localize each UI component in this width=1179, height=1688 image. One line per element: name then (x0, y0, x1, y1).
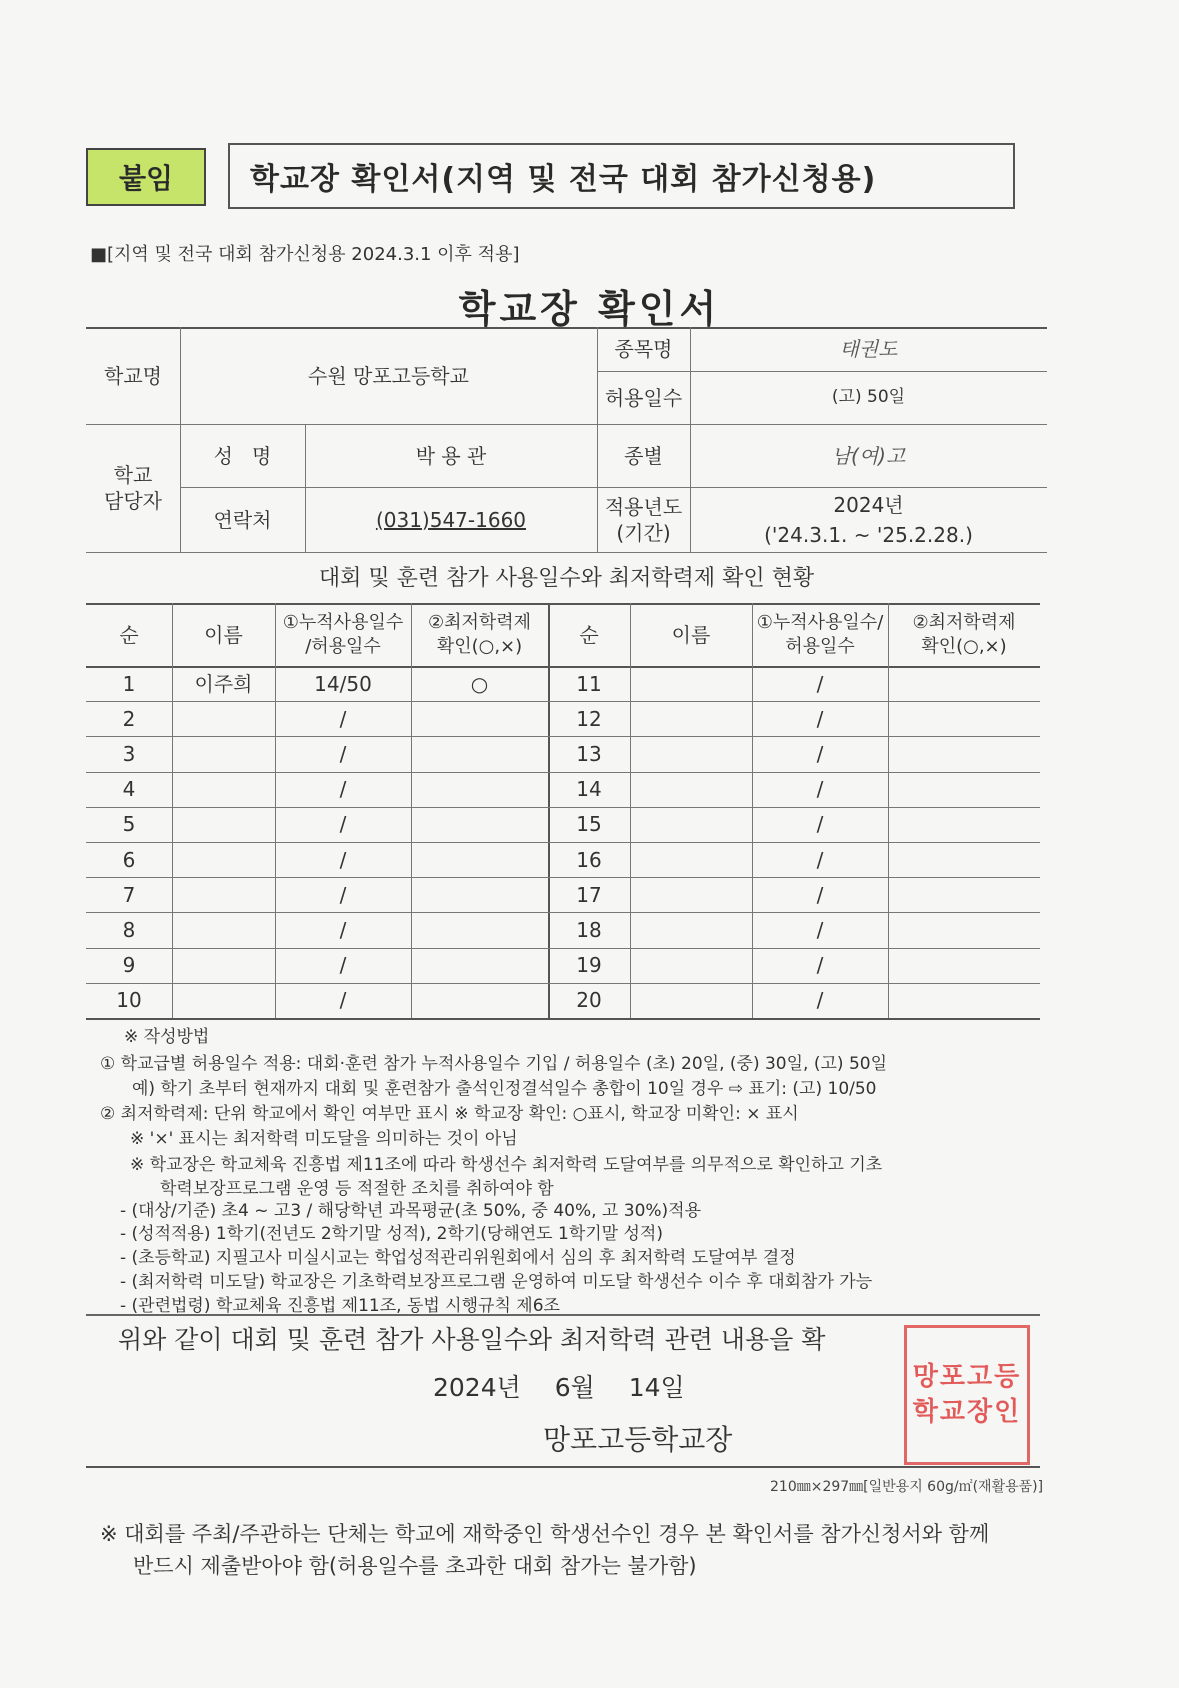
right-student-name (630, 666, 752, 701)
header-name-left: 이름 (204, 622, 243, 647)
left-student-name (172, 772, 275, 807)
left-min-achievement-check (411, 772, 548, 807)
manager-label: 학교 담당자 (104, 463, 162, 513)
left-row-number: 10 (116, 988, 142, 1013)
seal-line-2: 학교장인 (912, 1397, 1022, 1427)
header-min-left: ②최저학력제 확인(○,×) (427, 612, 532, 657)
right-row-number: 13 (576, 741, 602, 766)
right-student-name (630, 736, 752, 771)
note-1: ① 학교급별 허용일수 적용: 대회·훈련 참가 누적사용일수 기입 / 허용일수 (초) 20일, (중) 30일, (고) 50일 (100, 1054, 888, 1074)
left-min-achievement-check (411, 842, 548, 877)
right-days-used: / (816, 777, 824, 802)
school-name-label: 학교명 (104, 363, 162, 388)
left-row-number: 6 (122, 847, 136, 872)
right-min-achievement-check (888, 912, 1040, 947)
left-min-achievement-check (411, 807, 548, 842)
right-days-used: / (816, 988, 824, 1013)
note-2-principal-duty: ※ 학교장은 학교체육 진흥법 제11조에 따라 학생선수 최저학력 도달여부를 의무적으로 확인하고 기초 (130, 1155, 883, 1175)
right-days-used: / (816, 882, 824, 907)
left-student-name (172, 877, 275, 912)
subtitle: ■[지역 및 전국 대회 참가신청용 2024.3.1 이후 적용] (90, 244, 520, 265)
right-days-used: / (816, 917, 824, 942)
note-2-program: 학력보장프로그램 운영 등 적절한 조치를 취하여야 함 (160, 1179, 554, 1199)
note-law: - (관련법령) 학교체육 진흥법 제11조, 동법 시행규칙 제6조 (120, 1296, 560, 1316)
left-min-achievement-check (411, 948, 548, 983)
left-row-number: 8 (122, 917, 136, 942)
left-days-used: / (339, 847, 347, 872)
left-days-used: / (339, 706, 347, 731)
right-days-used: / (816, 671, 824, 696)
left-row-number: 7 (122, 882, 136, 907)
left-student-name (172, 983, 275, 1018)
right-student-name (630, 842, 752, 877)
paper-spec: 210㎜×297㎜[일반용지 60g/㎡(재활용품)] (770, 1479, 1044, 1495)
header-days-right: ①누적사용일수/ 허용일수 (756, 612, 884, 657)
right-min-achievement-check (888, 807, 1040, 842)
left-student-name (172, 912, 275, 947)
footer-note-line-2: 반드시 제출받아야 함(허용일수를 초과한 대회 참가는 불가함) (133, 1554, 697, 1578)
header-title-box: 학교장 확인서(지역 및 전국 대회 참가신청용) (228, 143, 1015, 209)
right-row-number: 11 (576, 671, 602, 696)
note-elementary: - (초등학교) 지필고사 미실시교는 학업성적관리위원회에서 심의 후 최저학력 도달여부 결정 (120, 1248, 796, 1268)
right-student-name (630, 772, 752, 807)
right-student-name (630, 983, 752, 1018)
section-title: 대회 및 훈련 참가 사용일수와 최저학력제 확인 현황 (318, 565, 815, 591)
left-days-used: / (339, 953, 347, 978)
contact-label: 연락처 (213, 507, 272, 532)
footer-note-line-1: ※ 대회를 주최/주관하는 단체는 학교에 재학중인 학생선수인 경우 본 확인서를 참가신청서와 함께 (100, 1522, 990, 1546)
right-days-used: / (816, 812, 824, 837)
left-days-used: 14/50 (314, 671, 372, 696)
left-student-name (172, 948, 275, 983)
right-student-name (630, 877, 752, 912)
header-name-right: 이름 (671, 622, 711, 647)
note-2: ② 최저학력제: 단위 학교에서 확인 여부만 표시 ※ 학교장 확인: ○표시, 학교장 미확인: × 표시 (100, 1104, 799, 1124)
manager-name-value: 박 용 관 (415, 443, 487, 468)
note-target-criteria: - (대상/기준) 초4 ~ 고3 / 해당학년 과목평균(초 50%, 중 40%, 고 30%)적용 (120, 1201, 702, 1221)
note-title: ※ 작성방법 (124, 1027, 210, 1047)
left-student-name (172, 842, 275, 877)
right-min-achievement-check (888, 983, 1040, 1018)
year-value: 2024년 (833, 493, 904, 517)
left-days-used: / (339, 812, 347, 837)
declaration-text: 위와 같이 대회 및 훈련 참가 사용일수와 최저학력 관련 내용을 확 (118, 1325, 826, 1354)
sport-value: 태권도 (839, 337, 898, 361)
issue-date: 2024년 6월 14일 (433, 1373, 685, 1402)
gender-value: 남(여)고 (831, 443, 906, 468)
right-student-name (630, 912, 752, 947)
attachment-tag: 붙임 (86, 148, 206, 206)
right-row-number: 12 (576, 706, 602, 731)
header-no-left: 순 (119, 622, 139, 647)
right-min-achievement-check (888, 736, 1040, 771)
note-1-example: 예) 학기 초부터 현재까지 대회 및 훈련참가 출석인정결석일수 총합이 10일 경우 ⇨ 표기: (고) 10/50 (132, 1079, 877, 1099)
note-grade-application: - (성적적용) 1학기(전년도 2학기말 성적), 2학기(당해연도 1학기말 성적) (120, 1224, 663, 1244)
left-row-number: 2 (122, 706, 136, 731)
left-row-number: 1 (122, 671, 136, 696)
right-min-achievement-check (888, 772, 1040, 807)
left-days-used: / (339, 741, 347, 766)
header-days-left: ①누적사용일수 /허용일수 (282, 612, 404, 657)
left-student-name: 이주희 (194, 671, 253, 696)
left-row-number: 5 (122, 812, 136, 837)
header-no-right: 순 (579, 622, 599, 647)
left-days-used: / (339, 917, 347, 942)
left-min-achievement-check (411, 983, 548, 1018)
left-student-name (172, 807, 275, 842)
period-value: ('24.3.1. ~ '25.2.28.) (764, 523, 973, 547)
left-min-achievement-check (411, 701, 548, 736)
left-days-used: / (339, 882, 347, 907)
allowed-days-value: (고) 50일 (831, 387, 906, 408)
right-min-achievement-check (888, 948, 1040, 983)
header-min-right: ②최저학력제 확인(○,×) (912, 612, 1016, 657)
right-row-number: 20 (576, 988, 602, 1013)
right-student-name (630, 807, 752, 842)
right-days-used: / (816, 741, 824, 766)
left-student-name (172, 736, 275, 771)
seal-line-1: 망포고등 (912, 1361, 1022, 1392)
right-days-used: / (816, 847, 824, 872)
right-row-number: 17 (576, 882, 602, 907)
left-min-achievement-check (411, 877, 548, 912)
right-student-name (630, 701, 752, 736)
left-min-achievement-check: ○ (470, 671, 489, 696)
principal-seal-stamp (904, 1325, 1030, 1465)
left-min-achievement-check (411, 912, 548, 947)
left-row-number: 3 (122, 741, 136, 766)
year-label: 적용년도 (기간) (604, 494, 683, 545)
right-min-achievement-check (888, 842, 1040, 877)
document-title: 학교장 확인서 (458, 287, 721, 331)
right-row-number: 14 (576, 777, 602, 802)
right-min-achievement-check (888, 877, 1040, 912)
left-days-used: / (339, 777, 347, 802)
right-row-number: 16 (576, 847, 602, 872)
left-days-used: / (339, 988, 347, 1013)
left-student-name (172, 701, 275, 736)
contact-value: (031)547-1660 (375, 507, 527, 532)
left-row-number: 4 (122, 777, 136, 802)
gender-label: 종별 (624, 443, 663, 468)
right-row-number: 18 (576, 917, 602, 942)
allowed-days-label: 허용일수 (604, 385, 683, 410)
school-name-value: 수원 망포고등학교 (308, 363, 469, 388)
left-row-number: 9 (122, 953, 136, 978)
left-min-achievement-check (411, 736, 548, 771)
right-row-number: 15 (576, 812, 602, 837)
right-days-used: / (816, 953, 824, 978)
right-student-name (630, 948, 752, 983)
manager-name-label: 성 명 (213, 443, 272, 468)
principal-signature: 망포고등학교장 (543, 1423, 733, 1456)
right-min-achievement-check (888, 666, 1040, 701)
note-2-x-meaning: ※ '×' 표시는 최저학력 미도달을 의미하는 것이 아님 (130, 1129, 518, 1149)
right-min-achievement-check (888, 701, 1040, 736)
note-not-reached: - (최저학력 미도달) 학교장은 기초학력보장프로그램 운영하여 미도달 학생선수 이수 후 대회참가 가능 (120, 1272, 873, 1292)
right-row-number: 19 (576, 953, 602, 978)
right-days-used: / (816, 706, 824, 731)
sport-label: 종목명 (614, 337, 673, 361)
